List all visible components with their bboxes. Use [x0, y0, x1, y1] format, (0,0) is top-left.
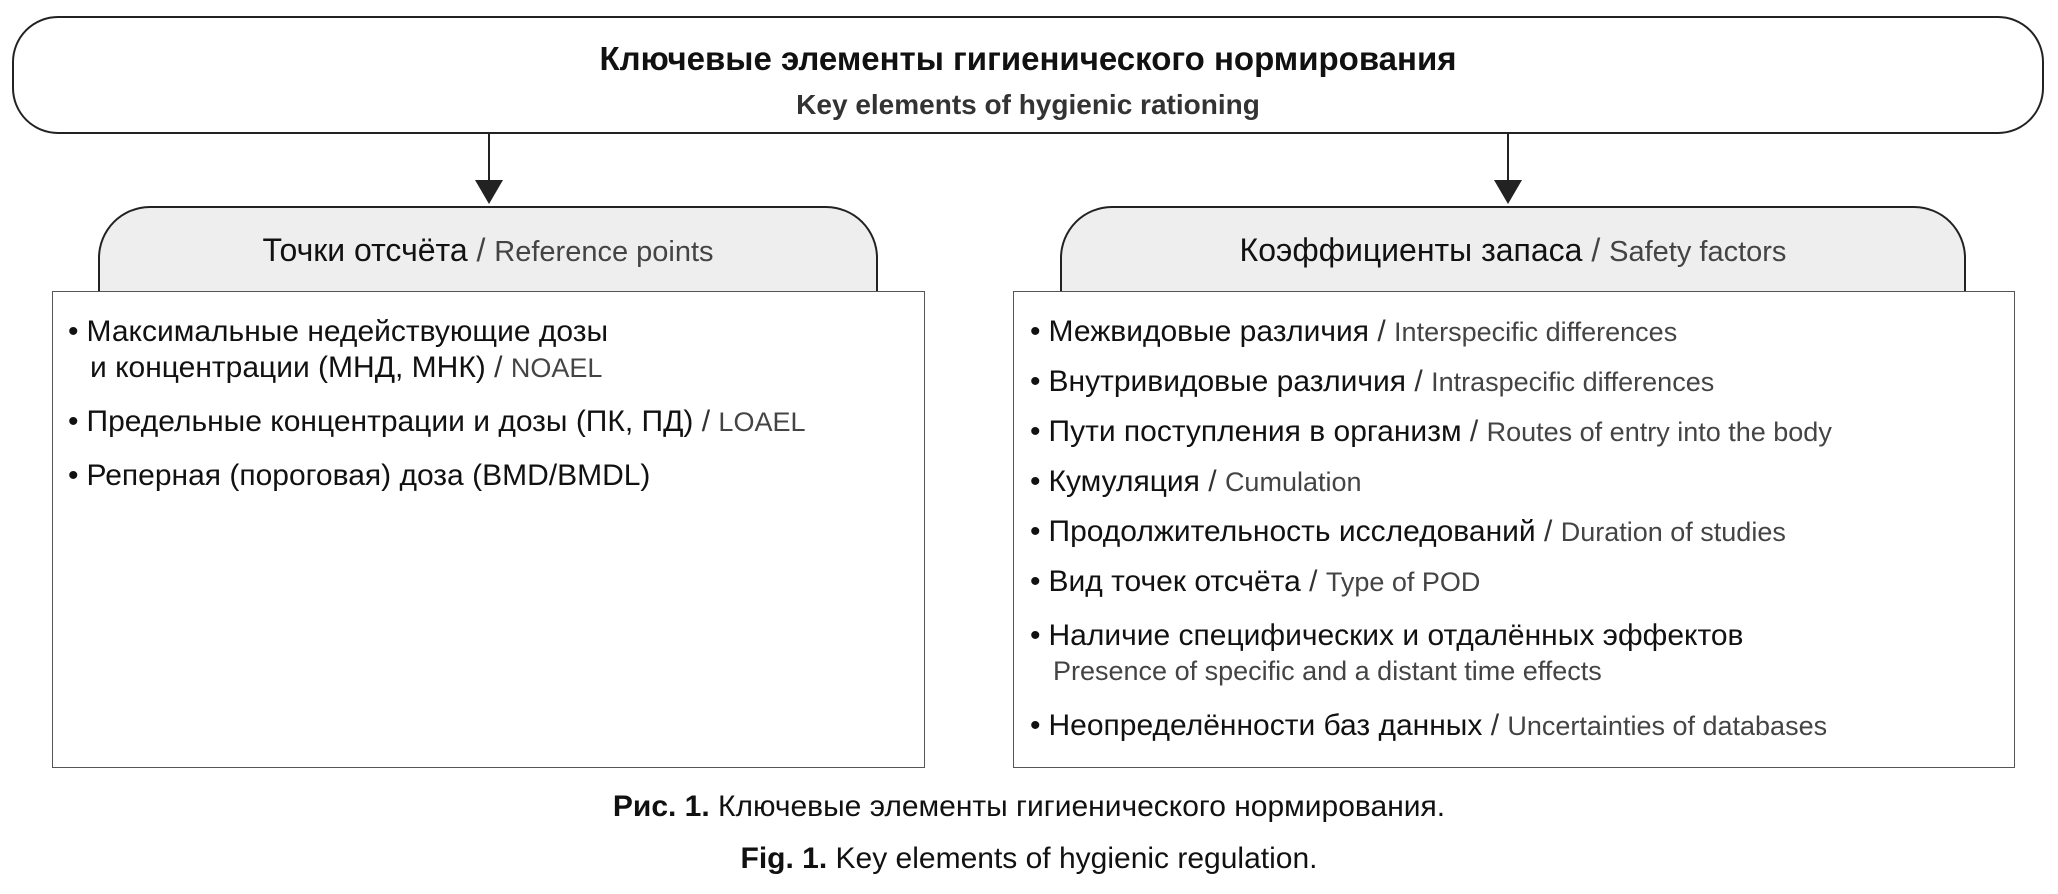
- right-item-1: [1030, 314, 1677, 350]
- right-tab-ru: Коэффициенты запаса: [1239, 232, 1583, 268]
- right-item-1-en: Interspecific differences: [1394, 317, 1678, 347]
- right-arrow-head: [1494, 180, 1522, 204]
- right-item-2-ru: Внутривидовые различия: [1048, 365, 1407, 398]
- bullet: •: [1030, 709, 1041, 742]
- right-item-1-ru: Межвидовые различия: [1048, 315, 1370, 348]
- right-item-4-separator: /: [1208, 465, 1217, 498]
- right-item-5: [1030, 514, 1786, 550]
- right-item-2: [1030, 364, 1714, 400]
- right-tab-separator: /: [1591, 232, 1601, 268]
- right-item-8-separator: /: [1490, 709, 1500, 742]
- right-item-4: [1030, 464, 1362, 500]
- right-item-1-separator: /: [1377, 315, 1386, 348]
- right-item-6-ru: Вид точек отсчёта: [1048, 565, 1301, 598]
- right-item-8-en: Uncertainties of databases: [1507, 711, 1828, 741]
- right-item-7: [1030, 618, 1744, 654]
- bullet: •: [68, 315, 79, 348]
- caption-ru-text: Ключевые элементы гигиенического нормирования.: [718, 790, 1446, 823]
- right-item-7-en: Presence of specific and a distant time effects: [1053, 656, 1602, 686]
- right-tab-en: Safety factors: [1609, 236, 1787, 268]
- left-tab-en: Reference points: [494, 236, 714, 268]
- caption-ru: [0, 790, 2058, 824]
- left-item-1-ru-line2: и концентрации (МНД, МНК): [90, 351, 486, 384]
- top-box: [12, 16, 2044, 134]
- caption-ru-label: Рис. 1.: [612, 790, 710, 823]
- right-item-3-en: Routes of entry into the body: [1486, 417, 1832, 447]
- bullet: •: [68, 405, 79, 438]
- right-item-8: [1030, 708, 1827, 744]
- bullet: •: [1030, 365, 1041, 398]
- left-arrow-head: [475, 180, 503, 204]
- top-title-en: Key elements of hygienic rationing: [796, 89, 1260, 120]
- left-item-1-cont: [90, 350, 602, 386]
- left-item-3: [68, 458, 650, 494]
- left-item-3-ru: Реперная (пороговая) доза (BMD/BMDL): [86, 459, 651, 492]
- bullet: •: [1030, 619, 1041, 652]
- left-tab-ru: Точки отсчёта: [262, 232, 468, 268]
- bullet: •: [68, 459, 79, 492]
- bullet: •: [1030, 515, 1041, 548]
- top-title-ru: Ключевые элементы гигиенического нормирования: [599, 40, 1457, 77]
- left-item-2-en: LOAEL: [718, 407, 806, 437]
- right-item-4-ru: Кумуляция: [1048, 465, 1200, 498]
- bullet: •: [1030, 315, 1041, 348]
- left-item-1: [68, 314, 608, 350]
- right-item-3-separator: /: [1469, 415, 1479, 448]
- right-item-4-en: Cumulation: [1224, 467, 1362, 497]
- right-item-2-separator: /: [1414, 365, 1423, 398]
- left-item-2-ru: Предельные концентрации и дозы (ПК, ПД): [86, 405, 694, 438]
- left-arrow-line: [488, 134, 490, 184]
- left-tab-separator: /: [476, 232, 486, 268]
- right-arrow-line: [1507, 134, 1509, 184]
- right-item-6-separator: /: [1309, 565, 1318, 598]
- right-tab: [1060, 206, 1966, 292]
- right-item-3: [1030, 414, 1832, 450]
- right-item-8-ru: Неопределённости баз данных: [1048, 709, 1483, 742]
- caption-en-label: Fig. 1.: [740, 842, 828, 875]
- left-item-1-separator: /: [494, 351, 503, 384]
- right-item-2-en: Intraspecific differences: [1431, 367, 1715, 397]
- left-item-2-separator: /: [701, 405, 711, 438]
- right-item-6: [1030, 564, 1480, 600]
- bullet: •: [1030, 415, 1041, 448]
- right-item-5-separator: /: [1544, 515, 1553, 548]
- bullet: •: [1030, 465, 1041, 498]
- right-item-7-ru: Наличие специфических и отдалённых эффектов: [1048, 619, 1744, 652]
- caption-en: [0, 842, 2058, 876]
- left-item-2: [68, 404, 805, 440]
- bullet: •: [1030, 565, 1041, 598]
- right-item-5-ru: Продолжительность исследований: [1048, 515, 1536, 548]
- left-tab: [98, 206, 878, 292]
- left-item-1-ru-line1: Максимальные недействующие дозы: [86, 315, 609, 348]
- caption-en-text: Key elements of hygienic regulation.: [835, 842, 1318, 875]
- right-item-5-en: Duration of studies: [1560, 517, 1786, 547]
- right-item-3-ru: Пути поступления в организм: [1048, 415, 1462, 448]
- right-item-6-en: Type of POD: [1325, 567, 1481, 597]
- left-item-1-en: NOAEL: [510, 353, 603, 383]
